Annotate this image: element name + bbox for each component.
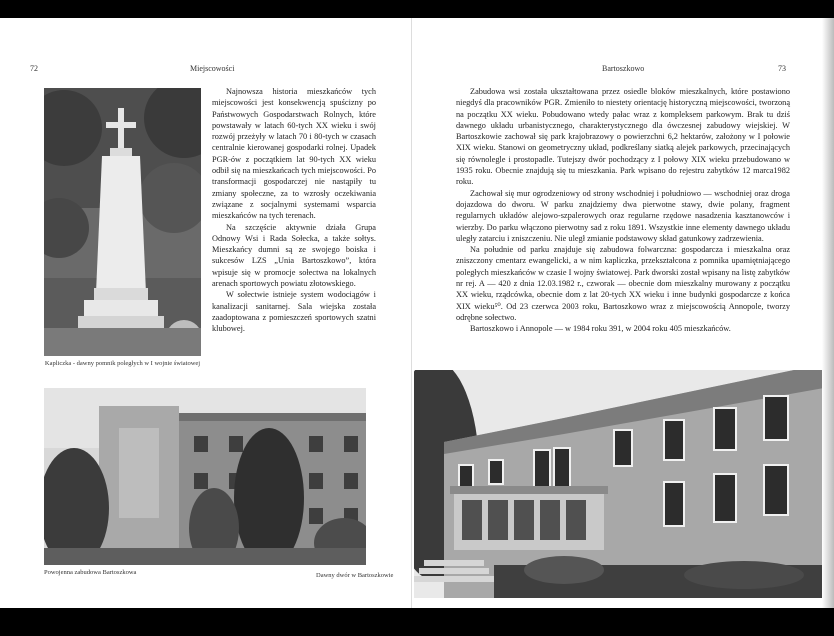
chapel-photo (44, 88, 201, 356)
apartment-blocks-photo (44, 388, 366, 565)
right-page (412, 18, 834, 608)
book-spread (0, 18, 834, 608)
left-paragraph-3: W sołectwie istnieje system wodociągów i kanalizacji sanitarnej. Sala wiejska została zaadoptowana z pomieszczeń sportowych szatni klubowej. (212, 290, 376, 334)
left-paragraph-2: Na szczęście aktywnie działa Grupa Odnowy Wsi i Rada Sołecka, a także sołtys. Mieszkańcy dumni są ze swojego boiska i sukcesów LZS „Unia Bartoszkowo”, która wpisuje się w promocje sołectwa na lokalnych arenach sportowych powiatu złotowskiego. (212, 222, 376, 289)
caption-manor: Dawny dwór w Bartoszkowie (316, 572, 394, 579)
left-page (0, 18, 412, 608)
page-edge-shadow (822, 18, 834, 608)
page-number-right: 73 (778, 64, 786, 73)
running-head-right: Bartoszkowo (602, 64, 645, 73)
caption-blocks: Powojenna zabudowa Bartoszkowa (44, 569, 137, 576)
left-text-column (212, 86, 376, 335)
right-text-column (456, 86, 790, 335)
running-head-left: Miejscowości (190, 64, 235, 73)
caption-chapel: Kapliczka - dawny pomnik poległych w I wojnie światowej (44, 360, 201, 367)
right-paragraph-1: Zabudowa wsi została ukształtowana przez osiedle bloków mieszkalnych, które postawiono niegdyś dla pracowników PGR. Zmieniło to niestety orientację historyczną miejscowości, tworzoną na początku XX wieku. Pobudowano wtedy pałac wraz z kompleksem parkowym. Brak tu dziś dawnego układu urbanistycznego, charakterystycznego dla ówczesnej zabudowy wiejskiej. W Bartoszkowie zachował się park krajobrazowy o powierzchni 6,2 hektarów, założony w I połowie XIX wieku. Stanowi on geometryczny układ, podkreślany siatką alejek parkowych, przecinających się równolegle i prostopadle. Tutejszy dwór pochodzący z I połowy XIX wieku przebudowano w 1935 roku. Obecnie znajdują się tu mieszkania. Park wpisano do rejestru zabytków 12 marca1982 roku. (456, 87, 790, 187)
right-paragraph-2: Zachował się mur ogrodzeniowy od strony wschodniej i południowo — wschodniej oraz droga dojazdowa do dworu. W parku znajdziemy dwa pierwotne stawy, dwie polany, fragment regularnych układów alejowo-szpalerowych oraz regularne rzędowe nasadzenia kasztanowców i wierzby. Do parku włączono pierwotny sad z roku 1891. Wszystkie inne elementy dawnego układu uległy zatarciu i zniszczeniu. Nie uległ zmianie podstawowy skład gatunkowy zadrzewienia. (456, 188, 790, 243)
left-paragraph-1: Najnowsza historia mieszkańców tych miejscowości jest konsekwencją spuścizny po Państwowych Gospodarstwach Rolnych, które powstawały w latach 60-tych XX wieku i swój rozwój przeżyły w latach 70 i 80-tych w czasach centralnie kierowanej gospodarki rolnej. Upadek PGR-ów z początkiem lat 90-tych XX wieku odbił się na mieszkańcach tych miejscowości. Po transformacji gospodarczej nie nastąpiły tu zmiany społeczne, za to wzrosły oczekiwania związane z socjalnymi systemami wsparcia mieszkańców na tych terenach. (212, 87, 376, 221)
right-paragraph-3: Na południe od parku znajduje się zabudowa folwarczna: gospodarcza i mieszkalna oraz zniszczony cmentarz ewangelicki, a w nim kapliczka, przekształcona z pomnika upamiętniającego poległych mieszkańców w czasie I wojny światowej. Park dworski został wpisany na listę zabytków nr rej. A — 420 z dnia 12.03.1982 r., czworak — obecnie dom mieszkalny murowany z początku XX wieku, rządcówka, obecnie dom z lat 20-tych XX wieku i inne budynki gospodarcze z końca XIX wieku⁵⁰. Od 23 czerwca 2003 roku, Bartoszkowo wraz z miejscowością Annopole, tworzy odrębne sołectwo. (456, 245, 790, 322)
page-number-left: 72 (30, 64, 38, 73)
manor-photo (414, 370, 824, 598)
right-paragraph-4: Bartoszkowo i Annopole — w 1984 roku 391, w 2004 roku 405 mieszkańców. (470, 324, 731, 334)
